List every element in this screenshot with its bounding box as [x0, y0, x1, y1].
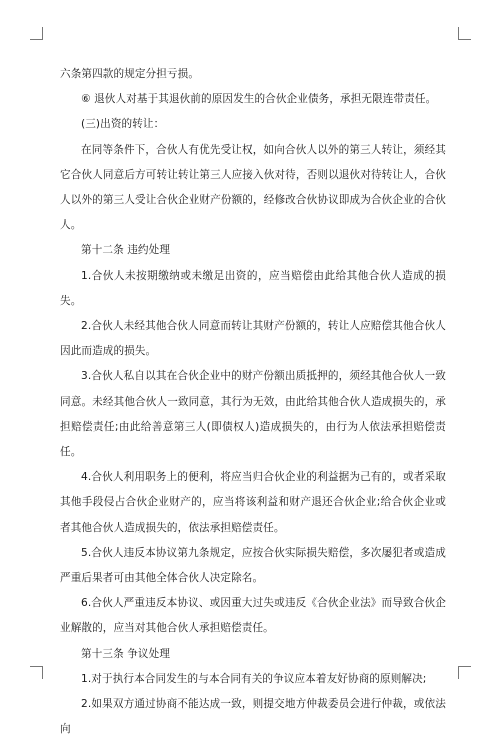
crop-mark-top-right	[458, 27, 471, 40]
paragraph-breach-3: 3.合伙人私自以其在合伙企业中的财产份额出质抵押的，须经其他合伙人一致同意。未经其他合伙人一致同意，其行为无效，由此给其他合伙人造成损失的，承担赔偿责任;由此给善意第三人(即债权人)造成损失的，由行为人依法承担赔偿责任。	[60, 370, 446, 459]
crop-mark-bottom-right	[458, 666, 471, 679]
paragraph-dispute-2: 2.如果双方通过协商不能达成一致，则提交地方仲裁委员会进行仲裁，或依法向	[60, 698, 446, 736]
article-heading-13: 第十三条 争议处理	[81, 647, 171, 660]
paragraph-breach-2: 2.合伙人未经其他合伙人同意而转让其财产份额的，转让人应赔偿其他合伙人因此而造成的损失。	[60, 320, 446, 358]
crop-mark-bottom-left	[30, 666, 43, 679]
paragraph-breach-1: 1.合伙人未按期缴纳或未缴足出资的，应当赔偿由此给其他合伙人造成的损失。	[60, 269, 446, 307]
article-heading-12: 第十二条 违约处理	[81, 244, 171, 257]
document-body	[60, 62, 446, 742]
paragraph-continuation: 六条第四款的规定分担亏损。	[60, 68, 200, 80]
paragraph-dispute-1: 1.对于执行本合同发生的与本合同有关的争议应本着友好协商的原则解决;	[81, 672, 427, 685]
crop-mark-top-left	[30, 27, 43, 40]
paragraph-breach-5: 5.合伙人违反本协议第九条规定，应按合伙实际损失赔偿，多次屡犯者或造成严重后果者可由其他全体合伙人决定除名。	[60, 546, 446, 585]
paragraph-transfer-rule: 在同等条件下，合伙人有优先受让权，如向合伙人以外的第三人转让，须经其它合伙人同意后方可转让转让第三人应接入伙对待，否则以退伙对待转让人，合伙人以外的第三人受让合伙企业财产份额的，经修改合伙协议即成为合伙企业的合伙人。	[60, 143, 446, 232]
paragraph-breach-6: 6.合伙人严重违反本协议、或因重大过失或违反《合伙企业法》而导致合伙企业解散的，应当对其他合伙人承担赔偿责任。	[60, 597, 446, 635]
section-heading-capital-transfer: (三)出资的转让：	[81, 118, 165, 131]
paragraph-breach-4: 4.合伙人利用职务上的便利，将应当归合伙企业的利益据为己有的，或者采取其他手段侵占合伙企业财产的，应当将该利益和财产退还合伙企业;给合伙企业或者其他合伙人造成损失的，依法承担赔偿责任。	[60, 471, 446, 534]
paragraph-withdrawal-liability: ⑥ 退伙人对基于其退伙前的原因发生的合伙企业债务，承担无限连带责任。	[81, 93, 437, 106]
